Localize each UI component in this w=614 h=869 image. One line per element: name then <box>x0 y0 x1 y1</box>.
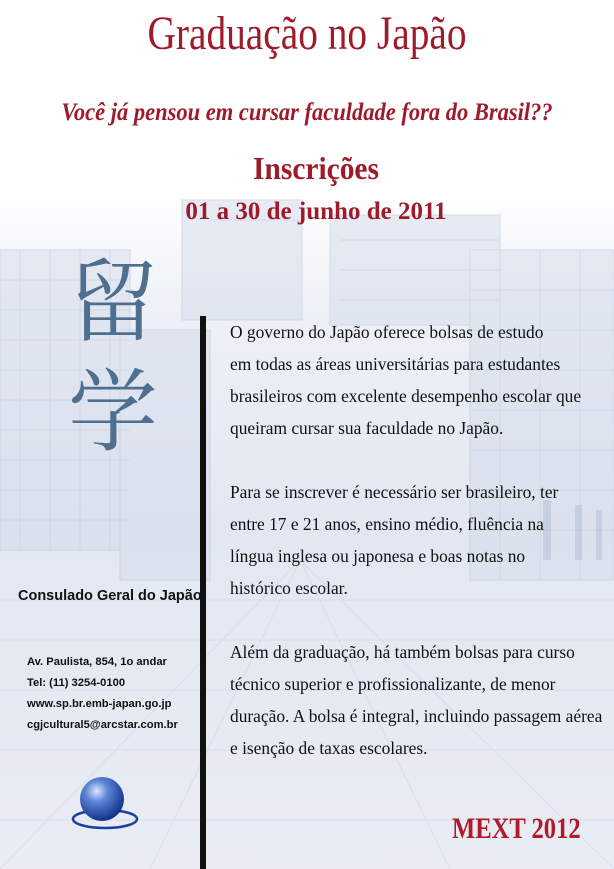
consulate-phone: Tel: (11) 3254-0100 <box>27 677 126 689</box>
kanji-gaku: 学 <box>68 360 158 465</box>
globe-logo-icon <box>70 772 140 832</box>
paragraph-3 <box>230 636 602 764</box>
description-text <box>230 316 602 796</box>
text-line: Além da graduação, há também bolsas para curso <box>230 642 575 662</box>
text-line: histórico escolar. <box>230 578 348 598</box>
consulate-email: cgjcultural5@arcstar.com.br <box>27 719 178 731</box>
consulate-contact <box>27 652 178 736</box>
text-line: brasileiros com excelente desempenho escolar que <box>230 386 582 406</box>
text-line: Para se inscrever é necessário ser brasileiro, ter <box>230 482 559 502</box>
registration-heading: Inscrições <box>253 150 379 186</box>
consulate-name: Consulado Geral do Japão <box>18 588 202 604</box>
poster-subtitle: Você já pensou em cursar faculdade fora do Brasil?? <box>61 99 553 126</box>
text-line: queiram cursar sua faculdade no Japão. <box>230 418 504 438</box>
consulate-address: Av. Paulista, 854, 1o andar <box>27 656 167 668</box>
paragraph-2 <box>230 476 602 604</box>
poster-title: Graduação no Japão <box>147 7 467 60</box>
text-line: e isenção de taxas escolares. <box>230 738 428 758</box>
consulate-website: www.sp.br.emb-japan.go.jp <box>27 698 172 710</box>
paragraph-1 <box>230 316 602 444</box>
registration-dates: 01 a 30 de junho de 2011 <box>185 198 447 225</box>
text-line: entre 17 e 21 anos, ensino médio, fluência na <box>230 514 544 534</box>
kanji-ryu: 留 <box>68 250 158 355</box>
text-line: língua inglesa ou japonesa e boas notas no <box>230 546 526 566</box>
program-label: MEXT 2012 <box>452 812 581 845</box>
text-line: duração. A bolsa é integral, incluindo passagem aérea <box>230 706 603 726</box>
text-line: O governo do Japão oferece bolsas de estudo <box>230 322 544 342</box>
text-line: técnico superior e profissionalizante, de menor <box>230 674 556 694</box>
text-line: em todas as áreas universitárias para estudantes <box>230 354 561 374</box>
